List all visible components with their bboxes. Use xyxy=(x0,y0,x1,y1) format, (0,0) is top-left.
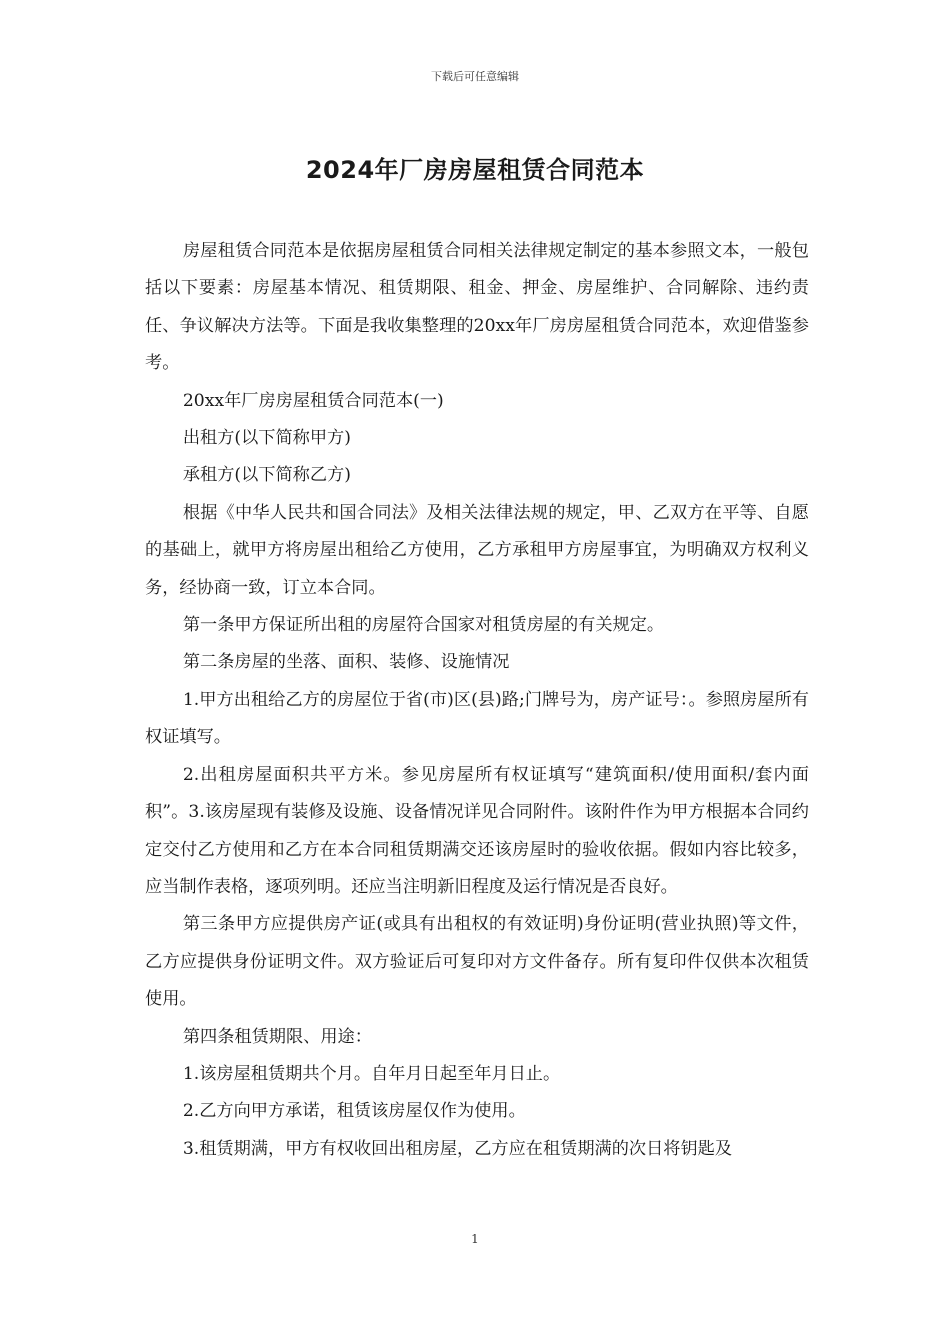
paragraph-article-1: 第一条甲方保证所出租的房屋符合国家对租赁房屋的有关规定。 xyxy=(182,615,665,636)
paragraph-article-4-item-2: 2.乙方向甲方承诺，租赁该房屋仅作为使用。 xyxy=(182,1101,526,1122)
paragraph-article-2-item-2: 2.出租房屋面积共平方米。参见房屋所有权证填写“建筑面积/使用面积/套内面积”。3.该房屋现有装修及设施、设备情况详见合同附件。该附件作为甲方根据本合同约定交付乙方使用和乙方在本合同租赁期满交还该房屋时的验收依据。假如内容比较多，应当制作表格，逐项列明。还应当注明新旧程度及运行情况是否良好。 xyxy=(145,764,809,897)
document-title: 2024年厂房房屋租赁合同范本 xyxy=(305,156,645,184)
paragraph-article-4-item-3: 3.租赁期满，甲方有权收回出租房屋，乙方应在租赁期满的次日将钥匙及 xyxy=(182,1138,733,1159)
paragraph-lessee: 承租方(以下简称乙方) xyxy=(182,465,351,486)
paragraph-lessor: 出租方(以下简称甲方) xyxy=(182,428,351,449)
paragraph-article-3: 第三条甲方应提供房产证(或具有出租权的有效证明)身份证明(营业执照)等文件，乙方应提供身份证明文件。双方验证后可复印对方文件备存。所有复印件仅供本次租赁使用。 xyxy=(145,914,809,1010)
header-note: 下载后可任意编辑 xyxy=(431,70,519,83)
paragraph-article-4-item-1: 1.该房屋租赁期共个月。自年月日起至年月日止。 xyxy=(182,1063,561,1084)
paragraph-article-4: 第四条租赁期限、用途： xyxy=(182,1026,372,1047)
paragraph-contract-heading: 20xx年厂房房屋租赁合同范本(一) xyxy=(182,390,444,411)
document-body xyxy=(145,233,809,1168)
paragraph-intro: 房屋租赁合同范本是依据房屋租赁合同相关法律规定制定的基本参照文本，一般包括以下要素：房屋基本情况、租赁期限、租金、押金、房屋维护、合同解除、违约责任、争议解决方法等。下面是我收集整理的20xx年厂房房屋租赁合同范本，欢迎借鉴参考。 xyxy=(145,241,809,374)
paragraph-preamble: 根据《中华人民共和国合同法》及相关法律法规的规定，甲、乙双方在平等、自愿的基础上，就甲方将房屋出租给乙方使用，乙方承租甲方房屋事宜，为明确双方权利义务，经协商一致，订立本合同。 xyxy=(145,502,809,598)
paragraph-article-2-item-1: 1.甲方出租给乙方的房屋位于省(市)区(县)路;门牌号为，房产证号：。参照房屋所有权证填写。 xyxy=(145,689,809,748)
page-number: 1 xyxy=(471,1232,479,1246)
paragraph-article-2: 第二条房屋的坐落、面积、装修、设施情况 xyxy=(182,652,510,673)
